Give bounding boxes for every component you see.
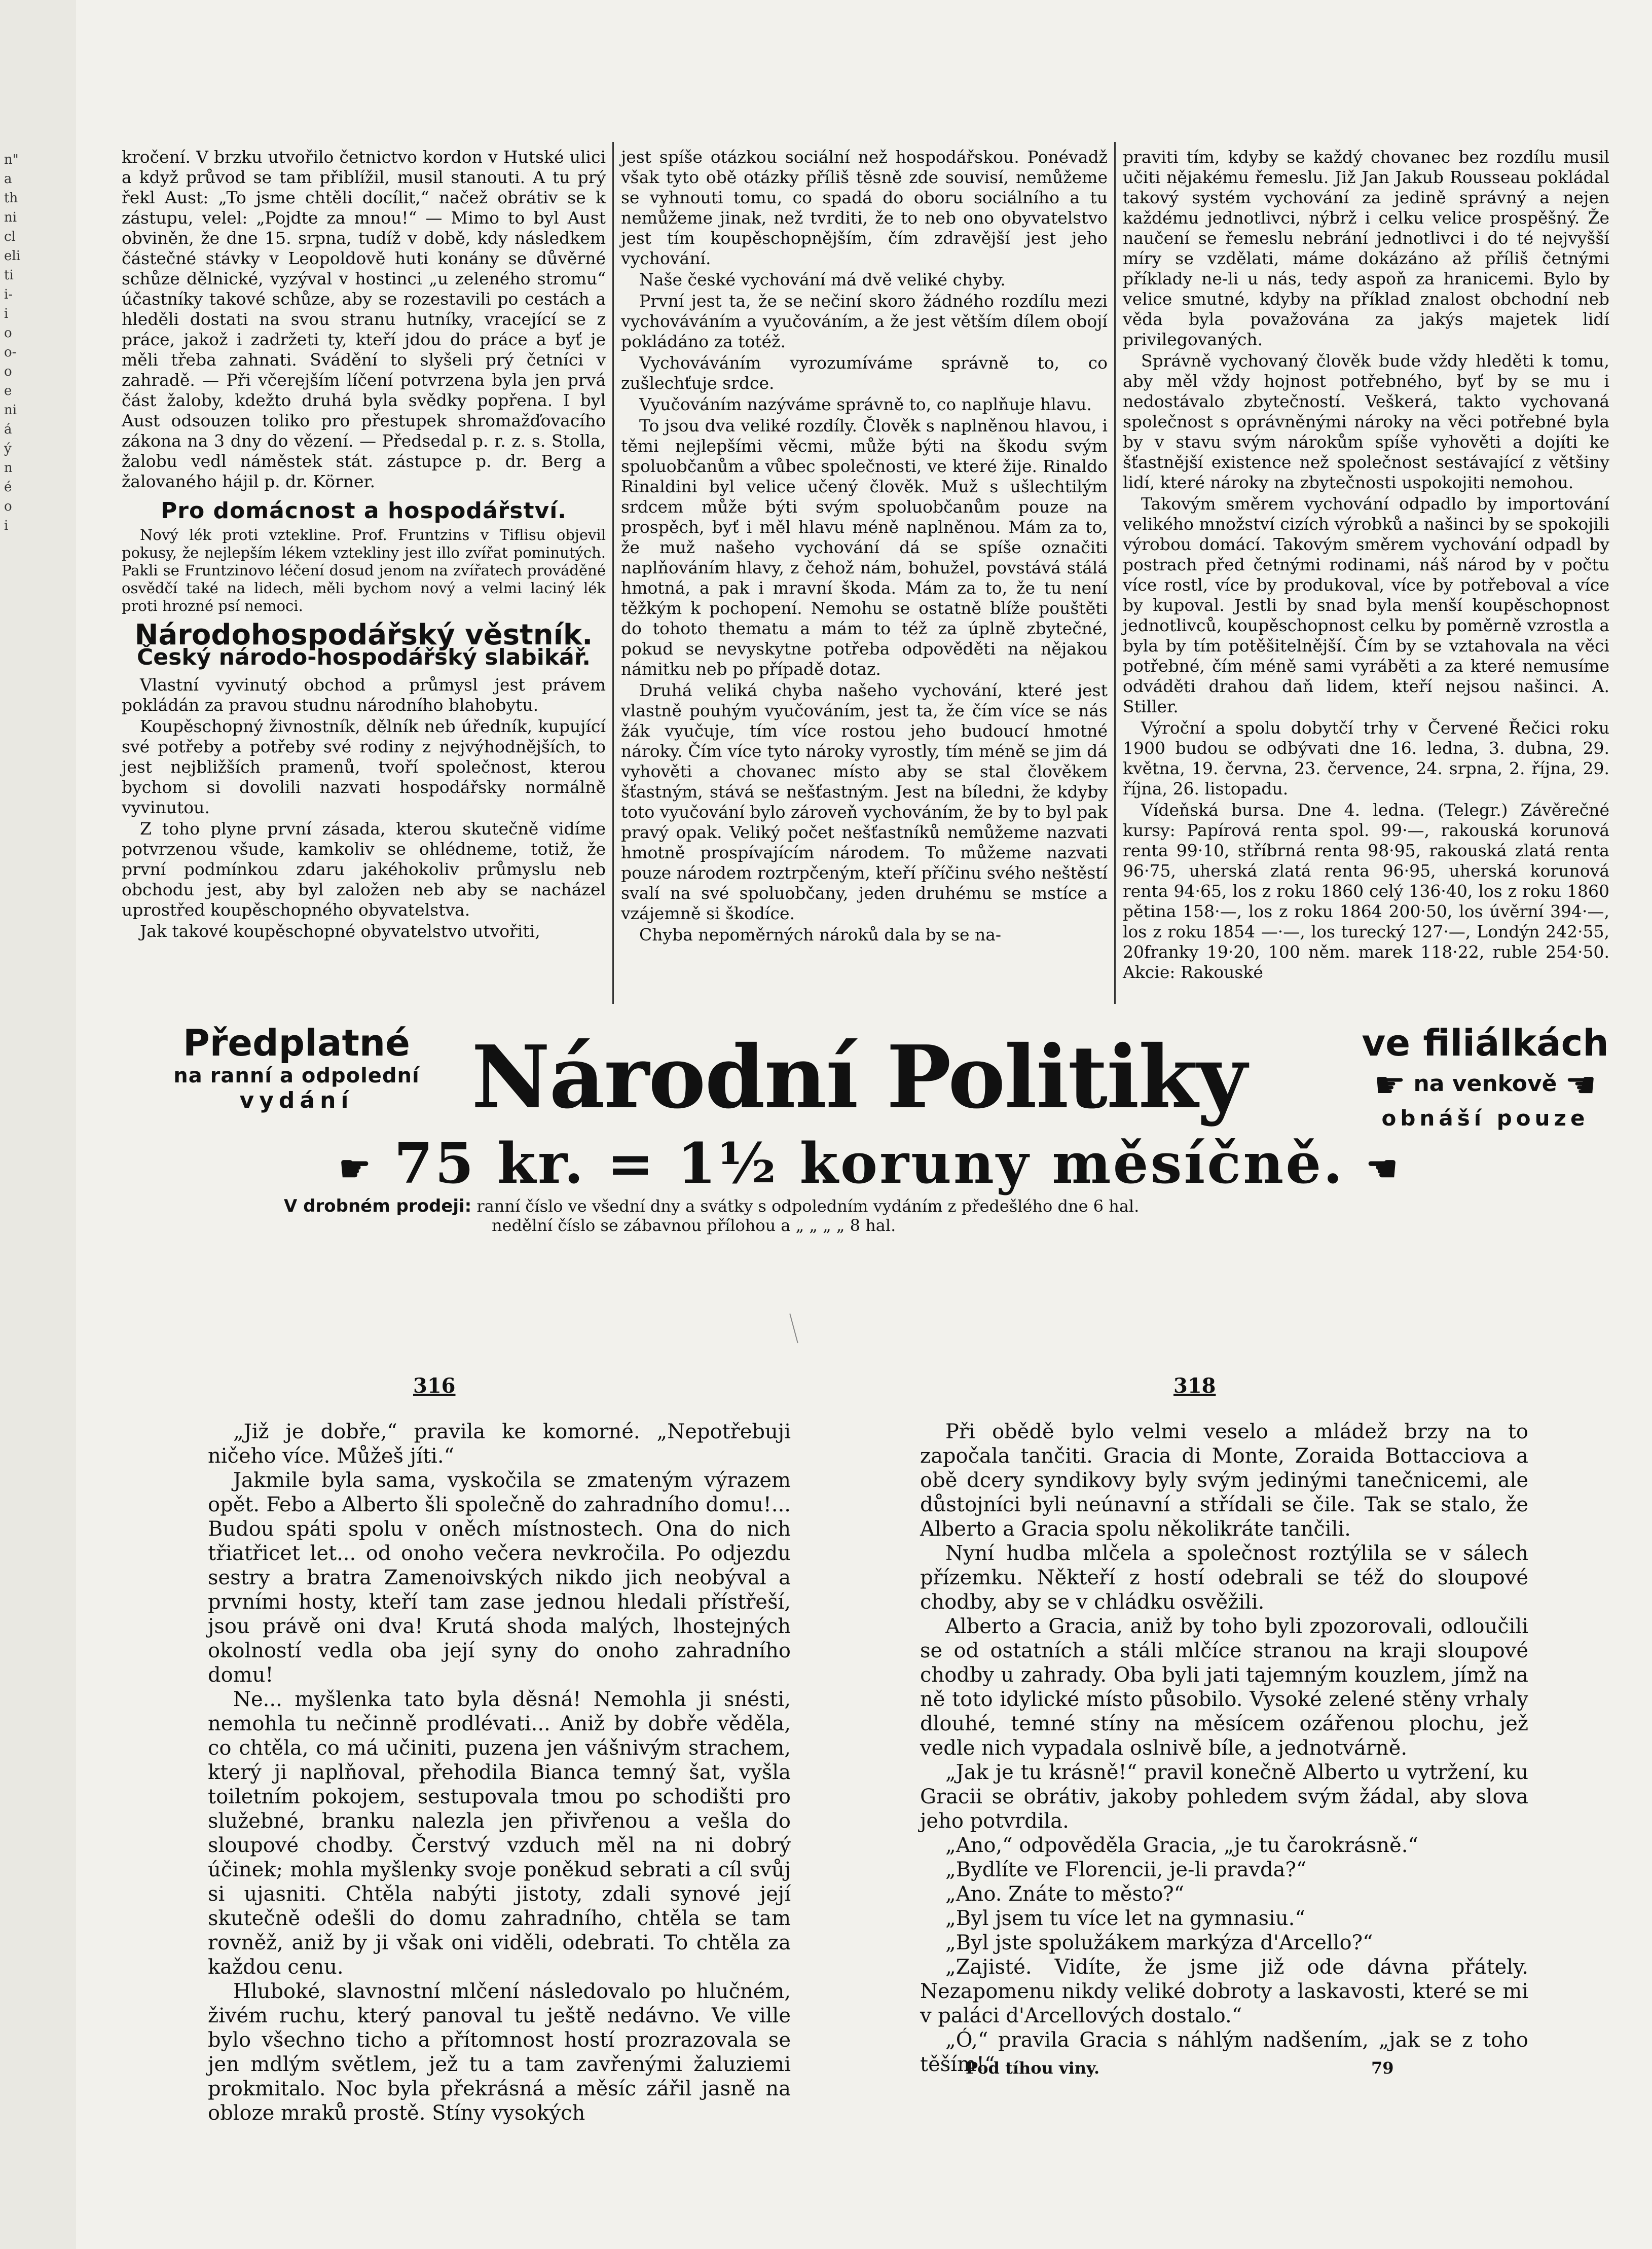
pointing-hand-icon: ☚ <box>1366 1147 1400 1189</box>
paragraph: „Ano,“ odpověděla Gracia, „je tu čarokrásně.“ <box>945 1834 1418 1857</box>
retail-line-1: ranní číslo ve všední dny a svátky s odpoledním vydáním z předešlého dne 6 hal. <box>476 1196 1140 1216</box>
paragraph: Nyní hudba mlčela a společnost roztýlila se v sálech přízemku. Někteří z hostí odebrali se též do sloupové chodby, aby se v chládku osvěžili. <box>920 1542 1528 1614</box>
paragraph: Z toho plyne první zásada, kterou skutečně vidíme potvrzenou všude, kamkoliv se ohlédneme, totiž, že první podmínkou zdaru jakéhokoliv průmyslu neb obchodu jest, aby byl založen neb aby se nacházel uprostřed koupěschopného obyvatelstva. <box>122 819 606 920</box>
adjacent-page-fragment: eli <box>4 248 21 264</box>
adjacent-page-fragment: n <box>4 460 13 476</box>
paragraph: Ne... myšlenka tato byla děsná! Nemohla ji snésti, nemohla tu nečinně prodlévati... Aniž by dobře věděla, co chtěla, co má učiniti, puzena jen vášnivým strachem, který ji naplňoval, přehodila Bianca temný šat, vyšla toiletním pokojem, sestupovala tmou po schodišti pro služebné, branku nalezla jen přivřenou a vešla do sloupové chodby. Čerstvý vzduch měl na ni dobrý účinek; mohla myšlenky svoje poněkud sebrati a cíl svůj si ujasniti. Chtěla nabýti jistoty, zdali synové její skutečně odešli do domu zahradního, chtěla se tam rovněž, aniž by ji však oni viděli, odebrati. To chtěla za každou cenu. <box>208 1688 791 1979</box>
banner-editions-line: na ranní a odpolední <box>173 1064 420 1087</box>
column-divider <box>612 142 614 1004</box>
market-notice: Výroční a spolu dobytčí trhy v Červené Řečici roku 1900 budou se odbývati dne 16. ledna, 3. dubna, 29. května, 19. června, 23. července, 24. srpna, 2. října, 29. října, 26. listopadu. <box>1123 718 1609 799</box>
paragraph: Koupěschopný živnostník, dělník neb úředník, kupující své potřeby a potřeby své rodiny z nejvýhodnějších, to jest nejbližších pramenů, tvoří společnost, kterou bychom si dovolili nazvati hospodářsky normálně vyvinutou. <box>122 716 606 817</box>
novel-title-footer: Pod tíhou viny. <box>966 2058 1100 2078</box>
heading-household: Pro domácnost a hospodářství. <box>161 498 567 524</box>
banner-price-text: 75 kr. = 1½ koruny měsíčně. <box>394 1131 1345 1196</box>
adjacent-page-fragment: ni <box>4 210 17 225</box>
adjacent-page-fragment: ti <box>4 268 14 283</box>
novel-page-footer-number: 79 <box>1371 2058 1394 2078</box>
court-report: kročení. V brzku utvořilo četnictvo kordon v Hutské ulici a když průvod se tam přiblížil, musil stanouti. A tu prý řekl Aust: „To jsme chtěli docílit,“ načež obrátiv se k zástupu, velel: „Pojdte za mnou!“ — Mimo to byl Aust obviněn, že dne 15. srpna, tudíž v době, kdy následkem částečné stávky v Leopoldově huti konány se důvěrné schůze dělnické, vyzýval v hostinci „u zeleného stromu“ účastníky takové schůze, aby se rozestavili po cestách a hleděli dostati na svou stranu hutníky, vracející se z práce, jakož i zadržeti ty, kteří jdou do práce a byť je měli třeba zahnati. Svádění to slyšeli prý četníci v zahradě. — Při včerejším líčení potvrzena byla jen prvá část žaloby, kdežto druhá byla svědky popřena. I byl Aust odsouzen toliko pro přestupek shromažďovacího zákona na 3 dny do vězení. — Předsedal p. r. z. s. Stolla, žalobu vedl náměstek stát. zástupce p. dr. Berg a žalovaného hájil p. dr. Körner. <box>122 147 606 491</box>
paragraph: Jak takové koupěschopné obyvatelstvo utvořiti, <box>140 921 540 941</box>
column-2 <box>621 147 1108 946</box>
paragraph: Naše české vychování má dvě veliké chyby. <box>639 270 1006 289</box>
banner-branches-title: ve filiálkách <box>1362 1022 1609 1064</box>
adjacent-page-fragment: ni <box>4 403 17 418</box>
pointing-hand-icon: ☛ <box>1374 1064 1406 1106</box>
banner-price <box>122 1131 1617 1196</box>
paragraph: Vychováváním vyrozumíváme správně to, co zušlechťuje srdce. <box>621 353 1108 393</box>
paragraph: jest spíše otázkou sociální než hospodářskou. Ponévadž však tyto obě otázky příliš těsně zde souvisí, nemůžeme se vyhnouti tomu, co spadá do oboru sociálního a tu nemůžeme jinak, než tvrditi, že to neb ono obyvatelstvo jest tím koupěschopnějším, čím zdravější jest jeho vychování. <box>621 147 1108 268</box>
subscription-banner <box>122 1022 1617 1235</box>
novel-page-left <box>208 1420 791 2125</box>
paragraph: První jest ta, že se nečiní skoro žádného rozdílu mezi vychováváním a vyučováním, a že jest větším dílem obojí pokládáno za totéž. <box>621 291 1108 351</box>
retail-label: V drobném prodeji: <box>284 1196 472 1216</box>
rabies-note: Nový lék proti vztekline. Prof. Fruntzins v Tiflisu objevil pokusy, že nejlepším lékem vztekliny jest illo zvířat pominutých. Pakli se Fruntzinovo léčení dosud jenom na zvířatech prováděné osvědčí také na lidech, měli bychom nový a velmi laciný lék proti hrozné psí nemoci. <box>122 526 606 614</box>
paragraph: „Byl jste spolužákem markýza d'Arcello?“ <box>945 1931 1373 1954</box>
page-number-left: 316 <box>413 1374 456 1398</box>
banner-countryside-text: na venkově <box>1413 1071 1557 1097</box>
adjacent-page-fragment: th <box>4 191 18 206</box>
adjacent-page-fragment: a <box>4 171 12 187</box>
heading-primer: Český národo-hospodářský slabikář. <box>137 644 591 670</box>
paragraph: „Zajisté. Vidíte, že jsme již ode dávna přátely. Nezapomenu nikdy veliké dobroty a laskavosti, které se mi v paláci d'Arcellových dostalo.“ <box>920 1955 1528 2027</box>
adjacent-page-strip <box>0 0 76 2249</box>
pointing-hand-icon: ☚ <box>1564 1064 1597 1106</box>
paragraph: Alberto a Gracia, aniž by toho byli zpozorovali, odloučili se od ostatních a stáli mlčíce stranou na kraji sloupové chodby u zahrady. Oba byli jati tajemným kouzlem, jímž na ně toto idylické místo působilo. Vysoké zelené stěny vrhaly dlouhé, temné stíny na měsícem ozářenou plochu, jež vedle nich vypadala oslnivě bíle, a jednotvárně. <box>920 1615 1528 1760</box>
adjacent-page-fragment: i <box>4 518 9 533</box>
heading-economic-bulletin: Národohospodářský věstník. <box>134 619 593 651</box>
novel-page-right <box>920 1420 1528 2077</box>
pointing-hand-icon: ☛ <box>339 1147 373 1189</box>
paragraph: „Ó,“ pravila Gracia s náhlým nadšením, „jak se z toho těším!“ <box>920 2028 1528 2076</box>
paragraph: Správně vychovaný člověk bude vždy hleděti k tomu, aby měl vždy hojnost potřebného, byť by se mu i nedostávalo zbytečností. Veškerá, takto vychovaná společnost s oprávněnými nároky na věci potřebné byla by v stavu svým nárokům spíše vyhověti a dojíti ke šťastnější existence než společnost sestávající z většiny lidí, které nároky na zbytečnosti uspokojiti nemohou. <box>1123 351 1609 492</box>
paragraph: „Bydlíte ve Florencii, je-li pravda?“ <box>945 1858 1307 1881</box>
adjacent-page-fragment: i- <box>4 287 13 302</box>
adjacent-page-fragment: é <box>4 480 12 495</box>
column-1 <box>122 147 606 942</box>
banner-editions-word: vydání <box>239 1087 354 1113</box>
page-number-right: 318 <box>1173 1374 1216 1398</box>
adjacent-page-fragment: á <box>4 422 12 437</box>
retail-line-2: nedělní číslo se zábavnou přílohou a „ „ „ „ 8 hal. <box>492 1216 896 1235</box>
adjacent-page-fragment: o <box>4 499 12 514</box>
adjacent-page-fragment: e <box>4 383 12 398</box>
banner-left <box>122 1022 471 1113</box>
paper-crease <box>789 1314 798 1343</box>
bourse-notice: Vídeňská bursa. Dne 4. ledna. (Telegr.) Závěrečné kursy: Papírová renta spol. 99·—, rakouská korunová renta 99·10, stříbrná renta 98·95, rakouská zlatá renta 96·75, uherská zlatá renta 96·95, uherská korunová renta 94·65, los z roku 1860 celý 136·40, los z roku 1860 pětina 158·—, los z roku 1864 200·50, los úvěrní 394·—, los z roku 1854 —·—, los turecký 127·—, Londýn 242·55, 20franky 19·20, 100 něm. marek 118·22, ruble 254·50. Akcie: Rakouské <box>1123 800 1609 982</box>
banner-subscription-title: Předplatné <box>183 1022 410 1064</box>
paragraph: „Jak je tu krásně!“ pravil konečně Alberto u vytržení, ku Gracii se obrátiv, jakoby pohledem svým žádal, aby slova jeho potvrdila. <box>920 1761 1528 1833</box>
paragraph: Hluboké, slavnostní mlčení následovalo po hlučném, živém ruchu, který panoval tu ještě nedávno. Ve ville bylo všechno ticho a přítomnost hostí prozrazovala se jen mdlým světlem, jež tu a tam zavřenými žaluziemi prokmitalo. Noc byla překrásná a měsíc zářil jasně na obloze mraků prostě. Stíny vysokých <box>208 1980 791 2125</box>
retail-price-block <box>122 1196 1617 1235</box>
paragraph: praviti tím, kdyby se každý chovanec bez rozdílu musil učiti nějakému řemeslu. Již Jan Jakub Rousseau pokládal takový systém vychování za jedině správný a nejen každému jednotlivci, nýbrž i celku velice prospěšný. Že naučení se řemeslu nebrání jednotlivci i do té nejvyšší míry se vzdělati, máme dokázáno až příliš četnými příklady ne-li u nás, tedy aspoň za hranicemi. Bylo by velice smutné, kdyby na příklad znalost obchodní neb věda byla považována za jakýs majetek lidí privilegovaných. <box>1123 147 1609 349</box>
paragraph: Chyba nepoměrných nároků dala by se na- <box>639 925 1002 945</box>
newspaper-page <box>76 0 1652 2249</box>
paragraph: „Ano. Znáte to město?“ <box>945 1882 1185 1906</box>
adjacent-page-fragment: o- <box>4 345 17 360</box>
adjacent-page-fragment: o <box>4 325 12 341</box>
paragraph: Jakmile byla sama, vyskočila se zmateným výrazem opět. Febo a Alberto šli společně do zahradního domu!... Budou spáti spolu v oněch místnostech. Ona do nich třiatřicet let... od onoho večera nevkročila. Po odjezdu sestry a bratra Zamenoivských nikdo jich neobýval a prvními hosty, kteří tam zase jednou hledali přístřeší, jsou právě oni dva! Krutá shoda malých, lhostejných okolností vedla oba její syny do onoho zahradního domu! <box>208 1469 791 1687</box>
masthead-title: Národní Politiky <box>471 1027 1246 1128</box>
adjacent-page-fragment: i <box>4 306 9 321</box>
paragraph: „Byl jsem tu více let na gymnasiu.“ <box>945 1907 1305 1930</box>
paragraph: „Již je dobře,“ pravila ke komorné. „Nepotřebuji ničeho více. Můžeš jíti.“ <box>208 1420 791 1468</box>
banner-amount-line: obnáší pouze <box>1381 1106 1589 1131</box>
adjacent-page-fragment: n" <box>4 152 19 167</box>
paragraph: To jsou dva veliké rozdíly. Člověk s naplněnou hlavou, i těmi nejlepšími věcmi, může býti na škodu svým spoluobčanům a vůbec společnosti, ve které žije. Rinaldo Rinaldini byl velice učený člověk. Muž s ušlechtilým srdcem může býti svým spoluobčanům pouze na prospěch, byť i měl hlavu méně naplněnou. Mám za to, že muž našeho vychování dá se spíše označiti naplňováním hlavy, z čehož nám, bohužel, povstává stálá hmotná, a pak i mravní škoda. Mám za to, že tu není těžkým k pochopení. Nemohu se ostatně blíže pouštěti do tohoto thematu a mám to též za úplně zbytečné, pokud se nevyskytne potřeba odpověděti na nějakou námitku neb po případě dotaz. <box>621 416 1108 679</box>
paragraph: Vyučováním nazýváme správně to, co naplňuje hlavu. <box>639 394 1092 414</box>
paragraph: Při obědě bylo velmi veselo a mládež brzy na to započala tančiti. Gracia di Monte, Zoraida Bottacciova a obě dcery syndikovy byly svým jedinými tanečnicemi, ale důstojníci byli neúnavní a střídali se čile. Tak se stalo, že Alberto a Gracia spolu několikráte tančili. <box>920 1420 1528 1541</box>
adjacent-page-fragment: o <box>4 364 12 379</box>
adjacent-page-fragment: cl <box>4 229 16 244</box>
paragraph: Vlastní vyvinutý obchod a průmysl jest právem pokládán za pravou studnu národního blahobytu. <box>122 675 606 715</box>
banner-right <box>1353 1022 1617 1131</box>
column-3 <box>1123 147 1609 984</box>
paragraph: Druhá veliká chyba našeho vychování, které jest vlastně pouhým vyučováním, jest ta, že čím více se nás žák vyučuje, tím více rostou jeho budoucí hmotné nároky. Čím více tyto nároky vyrostly, tím méně se jim dá vyhověti a chovanec místo aby se stal člověkem šťastným, stává se nešťastným. Jest na bíledni, že kdyby toto vyučování bylo zároveň vychováním, že by to byl pak pravý opak. Veliký počet nešťastníků nemůžeme nazvati hmotně prospívajícím národem. To můžeme nazvati pouze národem roztrpčeným, kteří příčinu svého neštěstí svalí na své spoluobčany, jeden druhému se mstíce a vzájemně si škodíce. <box>621 680 1108 923</box>
adjacent-page-fragment: ý <box>4 441 12 456</box>
banner-countryside <box>1353 1064 1617 1106</box>
paragraph: Takovým směrem vychování odpadlo by importování velikého množství cizích výrobků a našinci by se spokojili výrobou domácí. Takovým směrem vychování odpadl by postrach před četnými rodinami, náš národ by v počtu více rostl, více by produkoval, více by potřeboval a více by kupoval. Jestli by snad byla menší koupěschopnost jednotlivců, koupěschopnost celku by poměrně vzrostla a byla by tím potěšitelnější. Čím by se vztahovala na věci potřebné, čím méně sami vyráběti a za které nemusíme odváděti drahou daň lidem, kteří nejsou našinci. A. Stiller. <box>1123 494 1609 716</box>
column-divider <box>1114 142 1116 1004</box>
